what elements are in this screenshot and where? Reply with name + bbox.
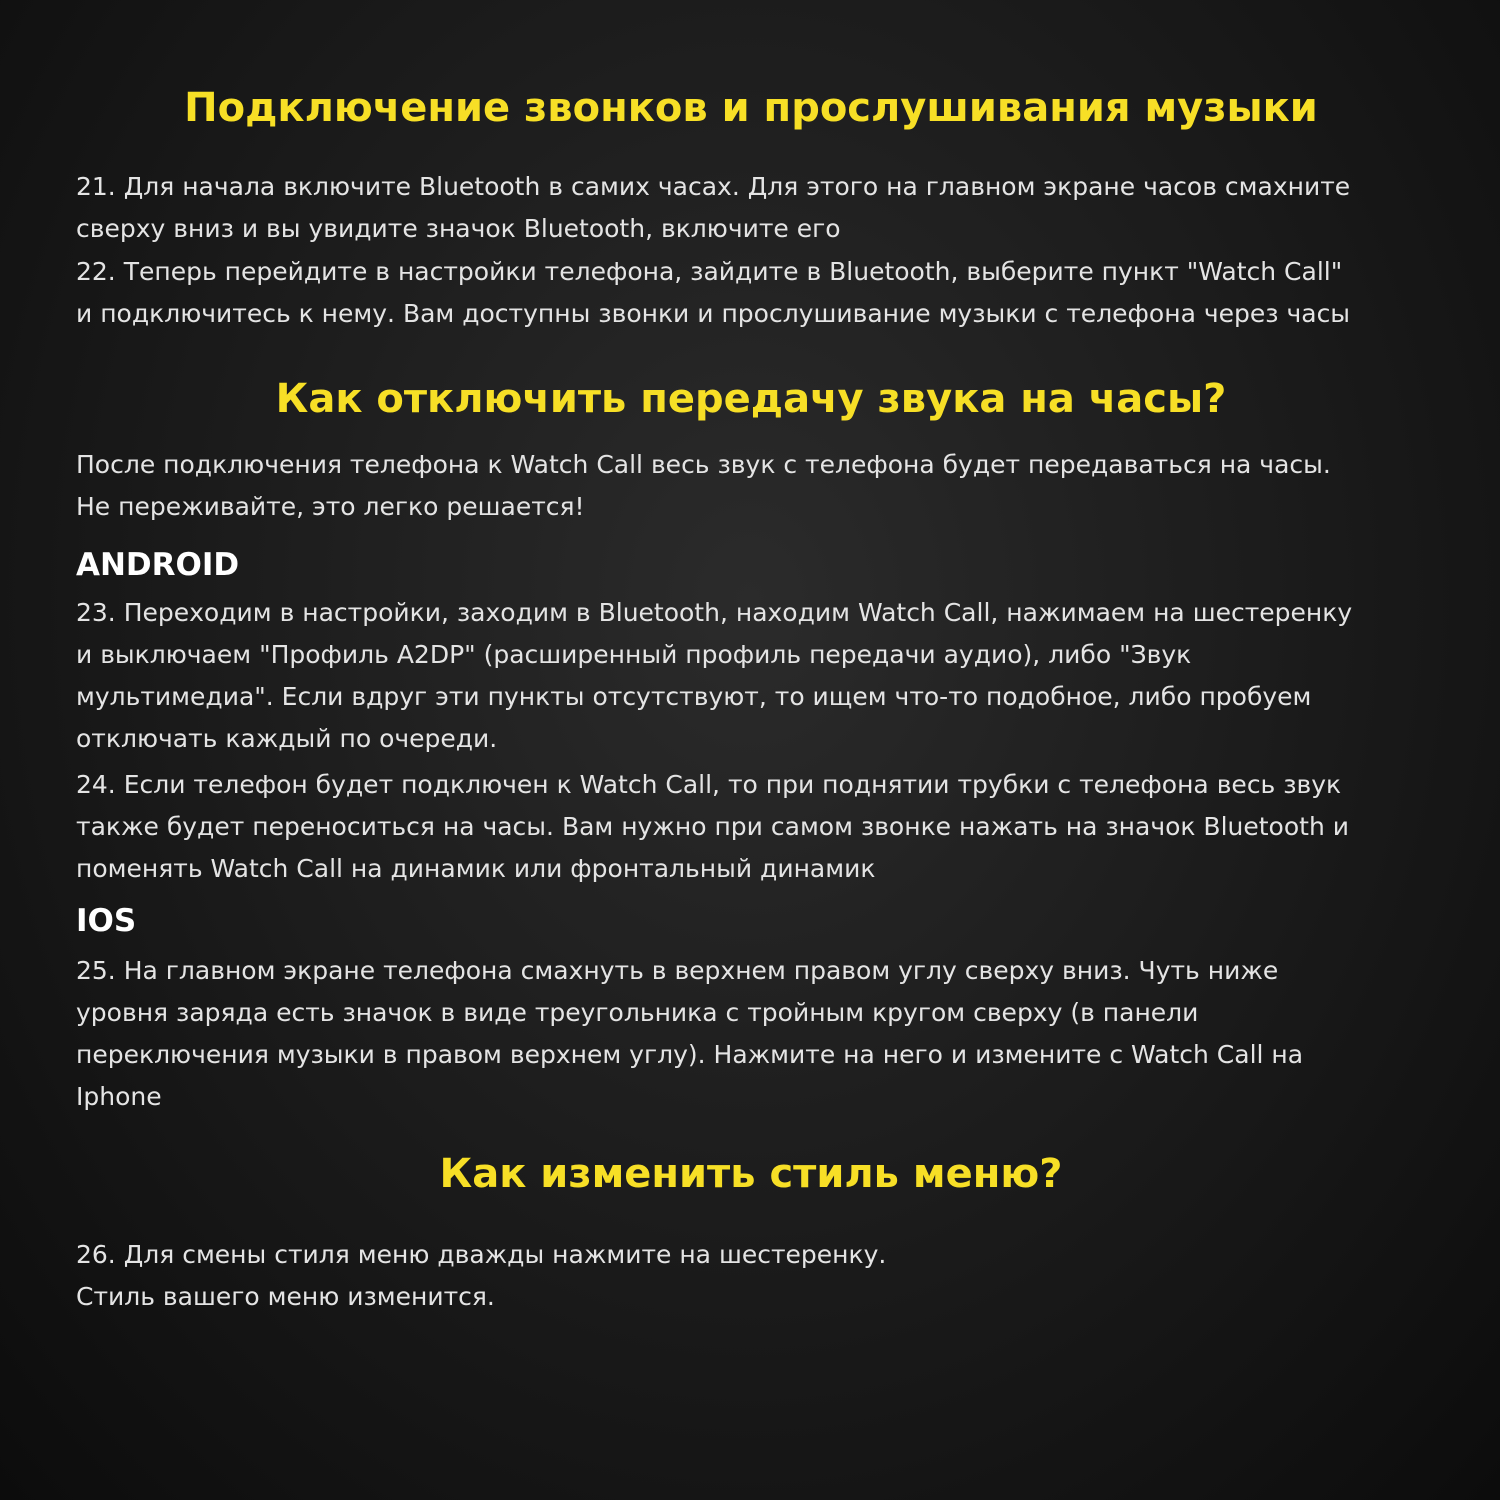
intro-paragraph bbox=[76, 444, 1426, 528]
text-line: 22. Теперь перейдите в настройки телефона, зайдите в Bluetooth, выберите пункт "Watch Call" bbox=[76, 257, 1343, 286]
text-line: уровня заряда есть значок в виде треугольника с тройным кругом сверху (в панели bbox=[76, 998, 1199, 1027]
instruction-item-22 bbox=[76, 251, 1426, 335]
text-line: отключать каждый по очереди. bbox=[76, 724, 498, 753]
text-line: Не переживайте, это легко решается! bbox=[76, 492, 585, 521]
instruction-item-26 bbox=[76, 1234, 1426, 1318]
text-line: мультимедиа". Если вдруг эти пункты отсутствуют, то ищем что-то подобное, либо пробуем bbox=[76, 682, 1312, 711]
text-line: После подключения телефона к Watch Call весь звук с телефона будет передаваться на часы. bbox=[76, 450, 1331, 479]
text-line: и выключаем "Профиль A2DP" (расширенный профиль передачи аудио), либо "Звук bbox=[76, 640, 1192, 669]
text-line: также будет переноситься на часы. Вам нужно при самом звонке нажать на значок Bluetooth и bbox=[76, 812, 1349, 841]
text-line: 26. Для смены стиля меню дважды нажмите на шестеренку. bbox=[76, 1240, 887, 1269]
ios-heading: IOS bbox=[76, 903, 137, 939]
text-line: 21. Для начала включите Bluetooth в самих часах. Для этого на главном экране часов смахните bbox=[76, 172, 1351, 201]
instruction-item-24 bbox=[76, 764, 1426, 890]
text-line: 24. Если телефон будет подключен к Watch Call, то при поднятии трубки с телефона весь звук bbox=[76, 770, 1342, 799]
text-line: переключения музыки в правом верхнем углу). Нажмите на него и измените с Watch Call на bbox=[76, 1040, 1304, 1069]
text-line: 25. На главном экране телефона смахнуть в верхнем правом углу сверху вниз. Чуть ниже bbox=[76, 956, 1279, 985]
text-line: поменять Watch Call на динамик или фронтальный динамик bbox=[76, 854, 876, 883]
text-line: Iphone bbox=[76, 1082, 162, 1111]
text-line: сверху вниз и вы увидите значок Bluetooth, включите его bbox=[76, 214, 841, 243]
instruction-item-21 bbox=[76, 166, 1426, 250]
instruction-item-23 bbox=[76, 592, 1426, 760]
android-heading: ANDROID bbox=[76, 547, 240, 583]
text-line: 23. Переходим в настройки, заходим в Bluetooth, находим Watch Call, нажимаем на шестеренку bbox=[76, 598, 1353, 627]
section-title-calls-music: Подключение звонков и прослушивания музыки bbox=[184, 85, 1318, 131]
text-line: Стиль вашего меню изменится. bbox=[76, 1282, 495, 1311]
instruction-item-25 bbox=[76, 950, 1426, 1118]
text-line: и подключитесь к нему. Вам доступны звонки и прослушивание музыки с телефона через часы bbox=[76, 299, 1351, 328]
section-title-menu-style: Как изменить стиль меню? bbox=[439, 1151, 1063, 1197]
section-title-disable-sound: Как отключить передачу звука на часы? bbox=[275, 376, 1227, 422]
